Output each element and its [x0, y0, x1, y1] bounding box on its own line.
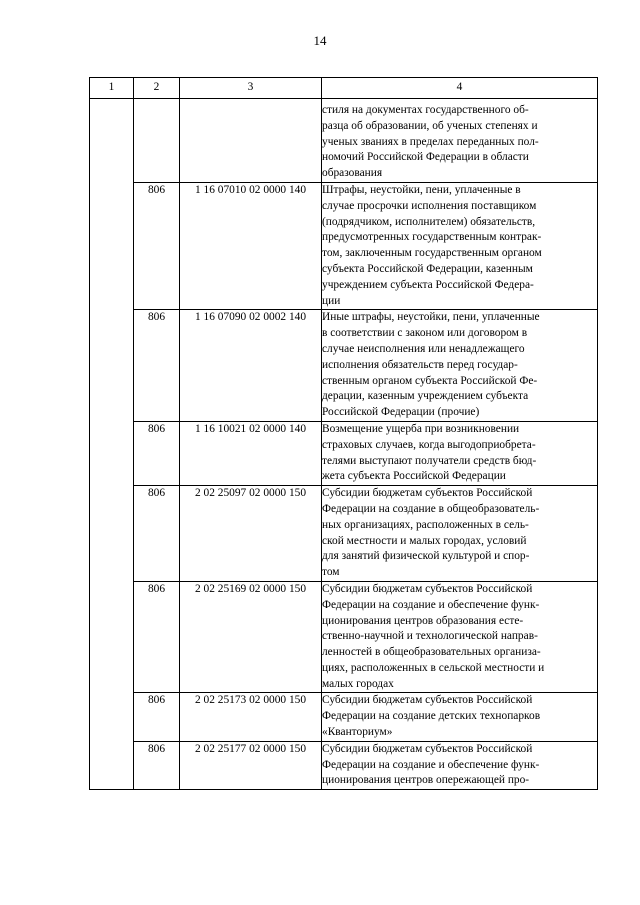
description-line: (подрядчиком, исполнителем) обязательств, — [322, 215, 536, 228]
admin-code-cell: 806 — [134, 421, 180, 485]
description-line: ных организациях, расположенных в сель- — [322, 518, 529, 531]
description-line: том — [322, 566, 340, 579]
description-line: Субсидии бюджетам субъектов Российской — [322, 582, 533, 595]
budget-code-cell — [180, 99, 322, 183]
table-row — [90, 693, 598, 741]
budget-code-cell: 2 02 25173 02 0000 150 — [180, 693, 322, 741]
admin-code-cell — [134, 99, 180, 183]
table-row — [90, 310, 598, 422]
description-line: ученых званиях в пределах переданных пол- — [322, 135, 539, 148]
description-line: Иные штрафы, неустойки, пени, уплаченные — [322, 311, 540, 324]
description-cell — [322, 310, 598, 422]
budget-code-cell: 1 16 07090 02 0002 140 — [180, 310, 322, 422]
table-row — [90, 486, 598, 582]
description-line: Штрафы, неустойки, пени, уплаченные в — [322, 183, 521, 196]
table-row — [90, 741, 598, 789]
description-line: ленностей в общеобразовательных организа- — [322, 646, 541, 659]
description-line: в соответствии с законом или договором в — [322, 327, 528, 340]
description-line: циях, расположенных в сельской местности и — [322, 661, 545, 674]
table-row — [90, 99, 598, 183]
budget-classification-table — [89, 77, 598, 790]
description-line: образования — [322, 167, 383, 180]
description-line: Федерации на создание в общеобразователь- — [322, 502, 540, 515]
page-number: 14 — [313, 33, 327, 48]
admin-code-cell: 806 — [134, 741, 180, 789]
description-line: Федерации на создание и обеспечение функ- — [322, 598, 540, 611]
admin-code-cell: 806 — [134, 486, 180, 582]
description-line: том, заключенным государственным органом — [322, 247, 542, 260]
description-line: Российской Федерации (прочие) — [322, 406, 480, 419]
description-line: ственным органом субъекта Российской Фе- — [322, 374, 538, 387]
description-line: номочий Российской Федерации в области — [322, 151, 529, 164]
admin-code-cell: 806 — [134, 310, 180, 422]
budget-code-cell: 2 02 25097 02 0000 150 — [180, 486, 322, 582]
description-line: ственно-научной и технологической направ- — [322, 630, 538, 643]
description-line: предусмотренных государственным контрак- — [322, 231, 542, 244]
description-line: стиля на документах государственного об- — [322, 104, 529, 116]
description-cell — [322, 581, 598, 693]
description-line: разца об образовании, об ученых степенях и — [322, 119, 538, 132]
description-line: случае неисполнения или ненадлежащего — [322, 342, 525, 355]
column-1-cell — [90, 99, 134, 790]
table-row — [90, 581, 598, 693]
description-line: учреждением субъекта Российской Федера- — [322, 278, 534, 291]
description-line: ции — [322, 294, 341, 307]
column-header-3: 3 — [180, 78, 322, 99]
description-line: Федерации на создание и обеспечение функ- — [322, 758, 540, 771]
description-line: страховых случаев, когда выгодоприобрета- — [322, 438, 536, 451]
description-line: жета субъекта Российской Федерации — [322, 470, 506, 483]
description-cell — [322, 182, 598, 309]
description-line: Субсидии бюджетам субъектов Российской — [322, 487, 533, 500]
table-row — [90, 421, 598, 485]
description-cell — [322, 486, 598, 582]
description-line: малых городах — [322, 677, 394, 690]
description-line: Субсидии бюджетам субъектов Российской — [322, 742, 533, 755]
description-line: случае просрочки исполнения поставщиком — [322, 199, 537, 212]
budget-code-cell: 2 02 25169 02 0000 150 — [180, 581, 322, 693]
column-header-4: 4 — [322, 78, 598, 99]
column-header-1: 1 — [90, 78, 134, 99]
description-line: исполнения обязательств перед государ- — [322, 358, 518, 371]
budget-code-cell: 1 16 10021 02 0000 140 — [180, 421, 322, 485]
table-header-row — [90, 78, 598, 99]
column-header-2: 2 — [134, 78, 180, 99]
description-line: телями выступают получатели средств бюд- — [322, 454, 537, 467]
description-cell — [322, 741, 598, 789]
budget-code-cell: 2 02 25177 02 0000 150 — [180, 741, 322, 789]
description-line: Возмещение ущерба при возникновении — [322, 422, 520, 435]
description-cell — [322, 421, 598, 485]
description-line: дерации, казенным учреждением субъекта — [322, 390, 529, 403]
description-line: ционирования центров опережающей про- — [322, 774, 530, 787]
description-line: для занятий физической культурой и спор- — [322, 550, 530, 563]
description-line: Субсидии бюджетам субъектов Российской — [322, 694, 533, 707]
admin-code-cell: 806 — [134, 581, 180, 693]
admin-code-cell: 806 — [134, 182, 180, 309]
description-line: Федерации на создание детских технопарков — [322, 710, 541, 723]
description-cell — [322, 693, 598, 741]
description-line: субъекта Российской Федерации, казенным — [322, 262, 533, 275]
budget-code-cell: 1 16 07010 02 0000 140 — [180, 182, 322, 309]
description-line: «Кванториум» — [322, 726, 393, 739]
admin-code-cell: 806 — [134, 693, 180, 741]
table-row — [90, 182, 598, 309]
description-line: ционирования центров образования есте- — [322, 614, 524, 627]
description-cell — [322, 99, 598, 183]
description-line: ской местности и малых городах, условий — [322, 534, 527, 547]
